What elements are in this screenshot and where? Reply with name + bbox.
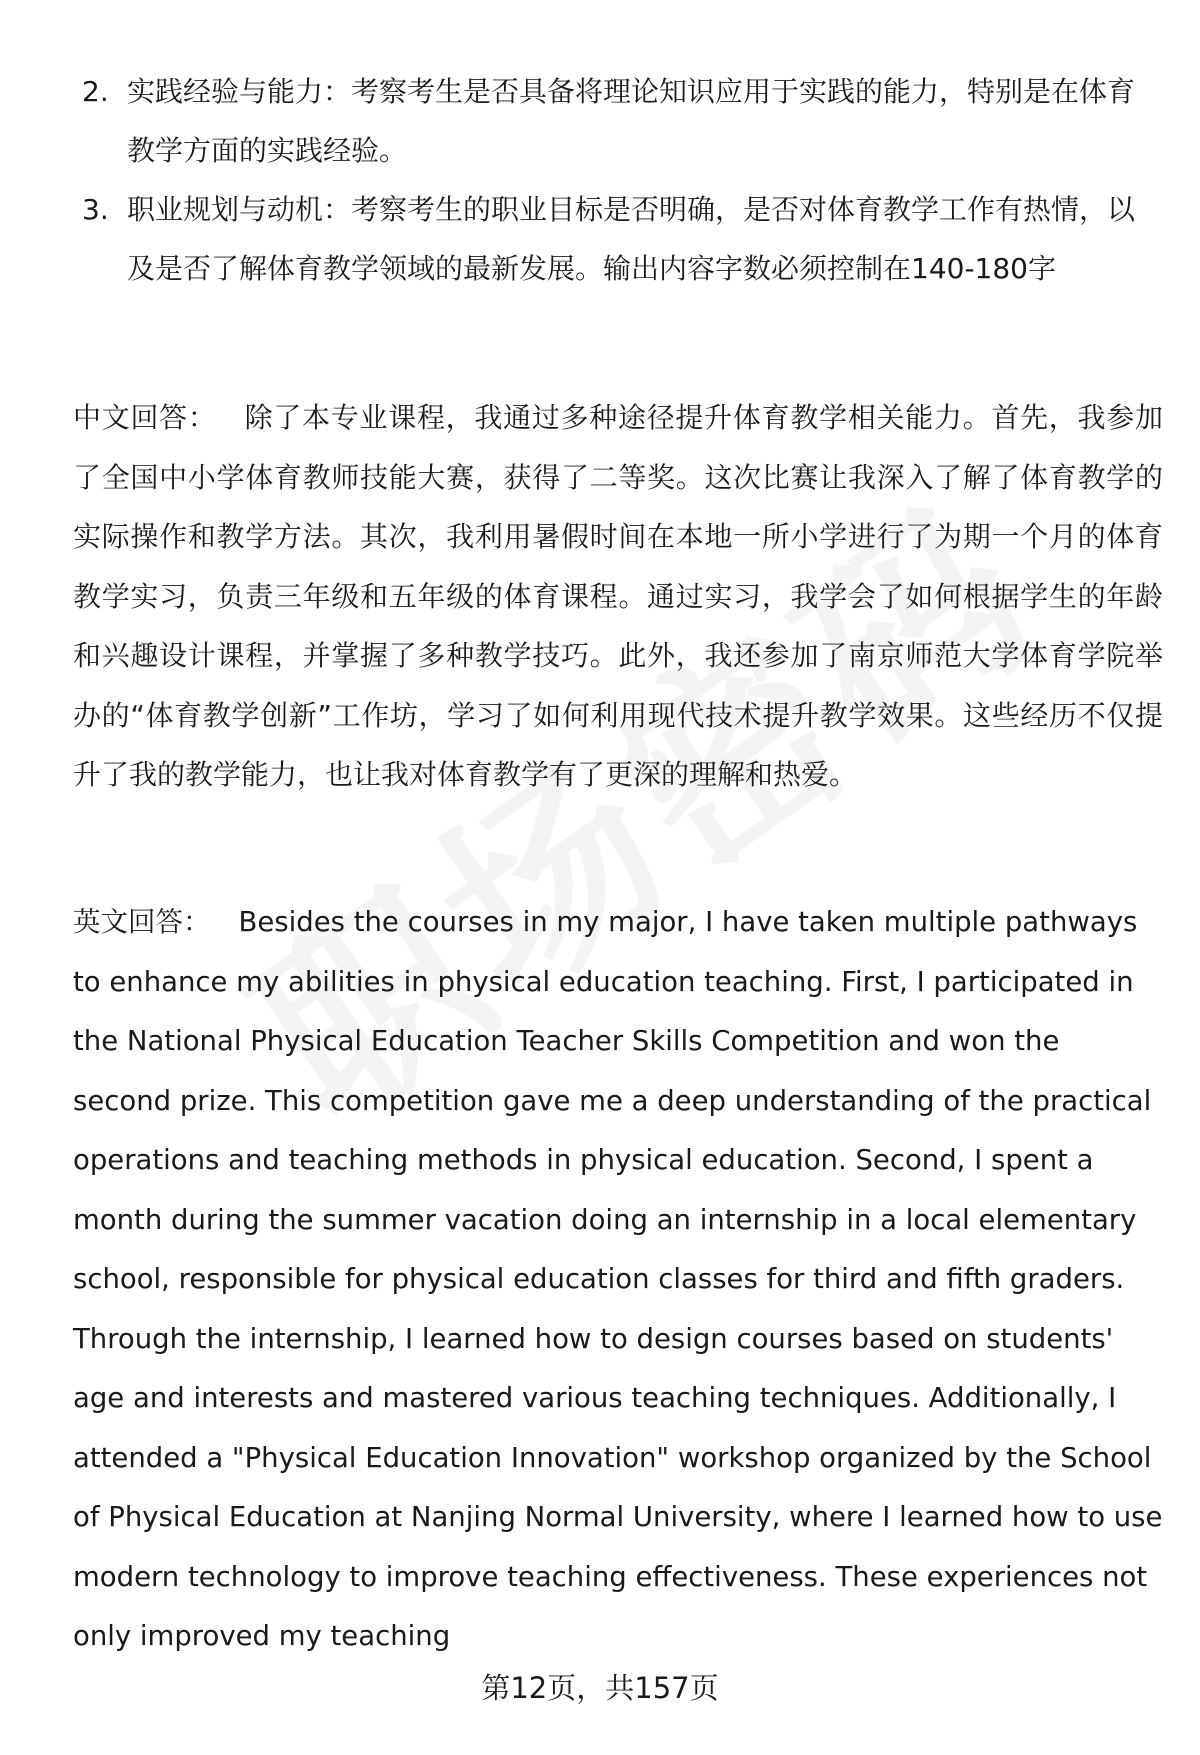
list-item-text: 职业规划与动机：考察考生的职业目标是否明确，是否对体育教学工作有热情，以及是否了解体育教学领域的最新发展。输出内容字数必须控制在140-180字 xyxy=(127,193,1136,285)
list-item xyxy=(82,62,1162,180)
page-number: 第12页，共157页 xyxy=(481,1671,719,1705)
list-item-text: 实践经验与能力：考察考生是否具备将理论知识应用于实践的能力，特别是在体育教学方面的实践经验。 xyxy=(127,75,1136,167)
criteria-list xyxy=(82,62,1162,298)
english-answer-paragraph xyxy=(73,893,1163,1667)
chinese-answer-text: 除了本专业课程，我通过多种途径提升体育教学相关能力。首先，我参加了全国中小学体育教师技能大赛，获得了二等奖。这次比赛让我深入了解了体育教学的实际操作和教学方法。其次，我利用暑假时间在本地一所小学进行了为期一个月的体育教学实习，负责三年级和五年级的体育课程。通过实习，我学会了如何根据学生的年龄和兴趣设计课程，并掌握了多种教学技巧。此外，我还参加了南京师范大学体育学院举办的“体育教学创新”工作坊，学习了如何利用现代技术提升教学效果。这些经历不仅提升了我的教学能力，也让我对体育教学有了更深的理解和热爱。 xyxy=(73,401,1163,791)
list-item-number: 2. xyxy=(82,75,109,108)
english-answer-text: Besides the courses in my major, I have taken multiple pathways to enhance my abilities in physical education teaching. First, I participated in the National Physical Education Teacher Skills Competition and won the second prize. This competition gave me a deep understanding of the practical operations and teaching methods in physical education. Second, I spent a month during the summer vacation doing an internship in a local elementary school, responsible for physical education classes for third and fifth graders. Through the internship, I learned how to design courses based on students' age and interests and mastered various teaching techniques. Additionally, I attended a "Physical Education Innovation" workshop organized by the School of Physical Education at Nanjing Normal University, where I learned how to use modern technology to improve teaching effectiveness. These experiences not only improved my teaching xyxy=(73,906,1163,1652)
chinese-answer-paragraph xyxy=(73,388,1163,805)
list-item-number: 3. xyxy=(82,193,109,226)
english-answer-label: 英文回答： xyxy=(73,906,211,938)
chinese-answer-label: 中文回答： xyxy=(73,401,217,434)
list-item xyxy=(82,180,1162,298)
